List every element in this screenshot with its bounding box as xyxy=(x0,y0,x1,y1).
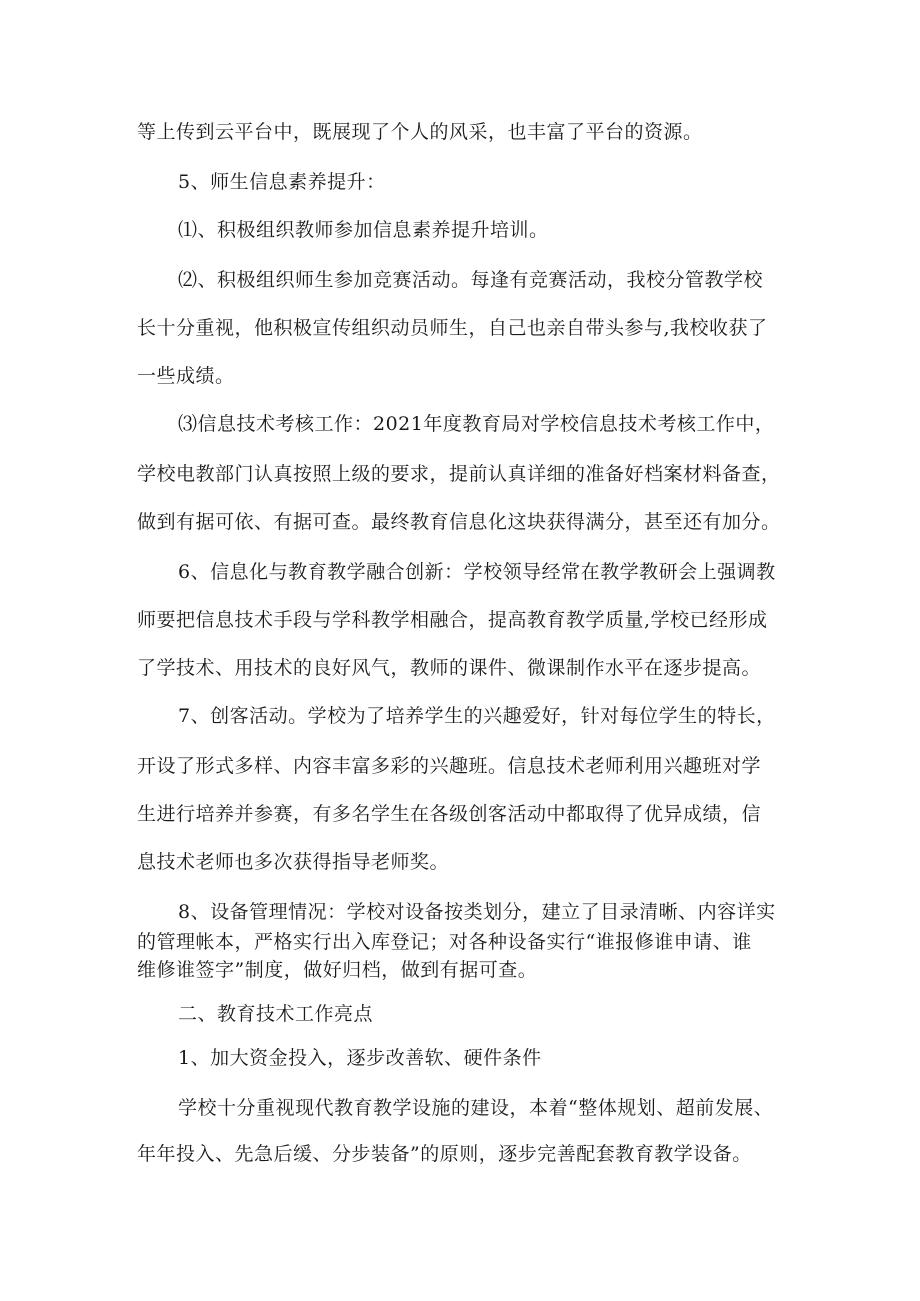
list-item-3: ⑶信息技术考核工作：2021年度教育局对学校信息技术考核工作中， xyxy=(178,413,775,435)
section-heading-8: 8、设备管理情况：学校对设备按类划分，建立了目录清晰、内容详实 xyxy=(178,901,776,923)
chapter-heading-2: 二、教育技术工作亮点 xyxy=(178,1003,374,1025)
list-item-1: ⑴、积极组织教师参加信息素养提升培训。 xyxy=(178,219,549,241)
paragraph-line: 的管理帐本，严格实行出入库登记；对各种设备实行“谁报修谁申请、谁 xyxy=(137,931,752,953)
section-heading-6: 6、信息化与教育教学融合创新：学校领导经常在教学教研会上强调教 xyxy=(178,561,776,583)
subsection-heading-1: 1、加大资金投入，逐步改善软、硬件条件 xyxy=(178,1047,542,1069)
paragraph-line: 等上传到云平台中，既展现了个人的风采，也丰富了平台的资源。 xyxy=(137,121,703,143)
paragraph-line: 师要把信息技术手段与学科教学相融合，提高教育教学质量,学校已经形成 xyxy=(137,609,768,631)
paragraph-line: 学校电教部门认真按照上级的要求，提前认真详细的准备好档案材料备查， xyxy=(137,463,781,485)
paragraph-line: 做到有据可依、有据可查。最终教育信息化这块获得满分，甚至还有加分。 xyxy=(137,511,781,533)
section-heading-5: 5、师生信息素养提升： xyxy=(178,171,386,193)
paragraph-line: 开设了形式多样、内容丰富多彩的兴趣班。信息技术老师利用兴趣班对学 xyxy=(137,755,762,777)
paragraph-line: 生进行培养并参赛，有多名学生在各级创客活动中都取得了优异成绩，信 xyxy=(137,803,762,825)
paragraph-line: 学校十分重视现代教育教学设施的建设，本着“整体规划、超前发展、 xyxy=(178,1097,774,1119)
paragraph-line: 维修谁签字”制度，做好归档，做到有据可查。 xyxy=(137,959,538,981)
section-heading-7: 7、创客活动。学校为了培养学生的兴趣爱好，针对每位学生的特长， xyxy=(178,705,776,727)
paragraph-line: 了学技术、用技术的良好风气，教师的课件、微课制作水平在逐步提高。 xyxy=(137,657,762,679)
paragraph-line: 长十分重视，他积极宣传组织动员师生，自己也亲自带头参与,我校收获了 xyxy=(137,317,768,339)
paragraph-line: 息技术老师也多次获得指导老师奖。 xyxy=(137,851,450,873)
paragraph-line: 年年投入、先急后缓、分步装备”的原则，逐步完善配套教育教学设备。 xyxy=(137,1143,752,1165)
list-item-2: ⑵、积极组织师生参加竞赛活动。每逢有竞赛活动，我校分管教学校 xyxy=(178,269,764,291)
paragraph-line: 一些成绩。 xyxy=(137,365,235,387)
